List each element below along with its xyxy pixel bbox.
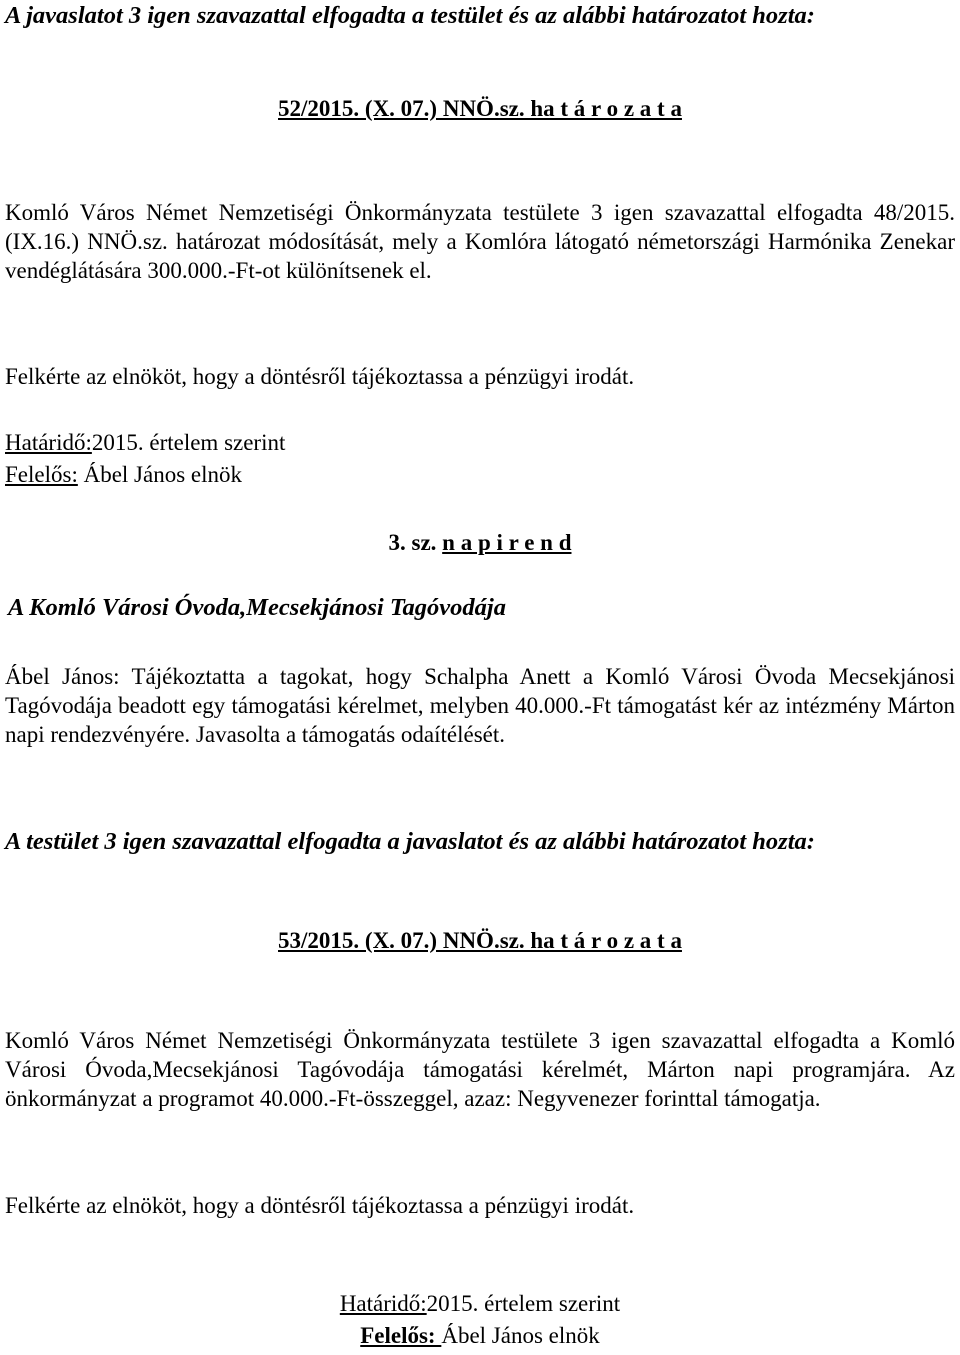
agenda-number: 3. sz.: [388, 530, 437, 555]
responsible-value-2: Ábel János elnök: [441, 1323, 600, 1348]
deadline-line-2: [5, 1289, 955, 1318]
deadline-label-2: Határidő:: [339, 1291, 427, 1316]
request-text-2: Felkérte az elnököt, hogy a döntésről tájékoztassa a pénzügyi irodát.: [5, 1193, 635, 1218]
speaker-text: Tájékoztatta a tagokat, hogy Schalpha Anett a Komló Városi Övoda Mecsekjánosi Tagóvodája beadott egy támogatási kérelmet, melyben 40.000.-Ft támogatást kér az intézmény Márton napi rendezvényére. Javasolta a támogatás odaítélését.: [5, 664, 955, 747]
resolution-intro-2: A testület 3 igen szavazattal elfogadta a javaslatot és az alábbi határozatot hozta:: [5, 828, 815, 855]
agenda-discussion: [5, 662, 955, 749]
resolution-body: Komló Város Német Nemzetiségi Önkormányzata testülete 3 igen szavazattal elfogadta 48/2015. (IX.16.) NNÖ.sz. határozat módosítását, mely a Komlóra látogató németországi Harmónika Zenekar vendéglátására 300.000.-Ft-ot különítsenek el.: [5, 200, 955, 283]
responsible-line-2: [5, 1321, 955, 1350]
request-text: Felkérte az elnököt, hogy a döntésről tájékoztassa a pénzügyi irodát.: [5, 364, 635, 389]
resolution-body-2: Komló Város Német Nemzetiségi Önkormányzata testülete 3 igen szavazattal elfogadta a Komló Városi Óvoda,Mecsekjánosi Tagóvodája támogatási kérelmét, Márton napi programjára. Az önkormányzat a programot 40.000.-Ft-összeggel, azaz: Negyvenezer forinttal támogatja.: [5, 1028, 955, 1111]
responsible-line: [5, 460, 955, 489]
deadline-value-2: 2015. értelem szerint: [426, 1291, 621, 1316]
responsible-label: Felelős:: [5, 462, 78, 487]
deadline-label: Határidő:: [5, 430, 92, 455]
resolution-title: 52/2015. (X. 07.) NNÖ.sz. ha t á r o z a t a: [278, 96, 682, 121]
speaker-name: Ábel János:: [5, 664, 120, 689]
agenda-subject: A Komló Városi Óvoda,Mecsekjánosi Tagóvodája: [8, 594, 506, 621]
resolution-intro: A javaslatot 3 igen szavazattal elfogadta a testület és az alábbi határozatot hozta:: [5, 2, 815, 29]
responsible-label-2: Felelős:: [360, 1323, 442, 1348]
deadline-value: 2015. értelem szerint: [91, 430, 286, 455]
responsible-value: Ábel János elnök: [77, 462, 243, 487]
agenda-heading: [5, 528, 955, 557]
deadline-line: [5, 428, 955, 457]
resolution-title-2: 53/2015. (X. 07.) NNÖ.sz. ha t á r o z a t a: [278, 928, 682, 953]
agenda-label: n a p i r e n d: [442, 530, 572, 555]
